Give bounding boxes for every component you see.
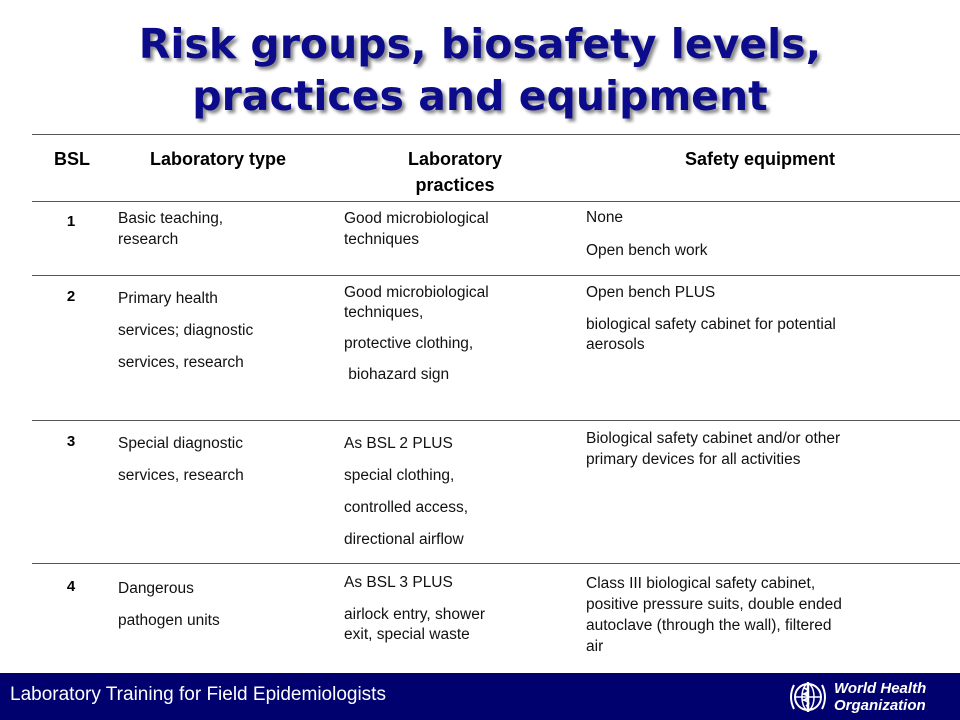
row-1-lab-type bbox=[118, 208, 338, 250]
row-1-practices-line: techniques bbox=[344, 231, 419, 248]
row-4-bsl: 4 bbox=[66, 578, 76, 595]
row-3-lab-type-line: Special diagnostic bbox=[118, 435, 243, 452]
table-top-rule bbox=[32, 134, 960, 135]
row-3-practices-line: As BSL 2 PLUS bbox=[344, 435, 453, 452]
row-3-lab-type-line: services, research bbox=[118, 467, 244, 484]
row-2-practices-line: Good microbiological bbox=[344, 284, 489, 301]
row-4-lab-type-line: pathogen units bbox=[118, 612, 220, 629]
row-2-bottom-rule bbox=[32, 420, 960, 421]
row-1-practices-line: Good microbiological bbox=[344, 210, 489, 227]
row-4-equipment-line: positive pressure suits, double ended bbox=[586, 596, 842, 613]
row-4-equipment bbox=[586, 573, 951, 657]
footer-text: Laboratory Training for Field Epidemiologists bbox=[10, 684, 386, 705]
row-1-lab-type-line: research bbox=[118, 231, 179, 248]
row-3-lab-type bbox=[118, 428, 338, 492]
row-3-equipment bbox=[586, 428, 946, 470]
row-1-bottom-rule bbox=[32, 275, 960, 276]
row-2-equipment bbox=[586, 283, 946, 355]
row-2-practices-line: protective clothing, bbox=[344, 335, 474, 352]
row-3-practices-line: controlled access, bbox=[344, 499, 469, 516]
header-lab-type: Laboratory type bbox=[149, 149, 287, 169]
row-4-equipment-line: air bbox=[586, 638, 604, 655]
header-bottom-rule bbox=[32, 201, 960, 202]
header-equipment: Safety equipment bbox=[684, 149, 836, 169]
row-4-practices-line: As BSL 3 PLUS bbox=[344, 574, 453, 591]
row-3-practices bbox=[344, 428, 574, 556]
row-3-equipment-line: Biological safety cabinet and/or other bbox=[586, 430, 841, 447]
row-3-bsl: 3 bbox=[66, 433, 76, 450]
row-2-lab-type-line: services; diagnostic bbox=[118, 322, 254, 339]
row-1-practices bbox=[344, 208, 574, 250]
footer-bar bbox=[0, 673, 960, 720]
row-4-equipment-line: Class III biological safety cabinet, bbox=[586, 575, 816, 592]
header-bsl: BSL bbox=[54, 149, 90, 169]
row-3-practices-line: directional airflow bbox=[344, 531, 464, 548]
slide-title bbox=[0, 18, 960, 122]
row-3-bottom-rule bbox=[32, 563, 960, 564]
row-4-practices-line: airlock entry, shower bbox=[344, 606, 485, 623]
row-1-equipment bbox=[586, 208, 946, 261]
row-1-lab-type-line: Basic teaching, bbox=[118, 210, 224, 227]
row-2-equipment-line: Open bench PLUS bbox=[586, 284, 716, 301]
row-2-lab-type-line: Primary health bbox=[118, 290, 218, 307]
who-logo-line-1: World Health bbox=[834, 680, 927, 697]
who-emblem-icon bbox=[786, 677, 830, 717]
row-2-equipment-line: biological safety cabinet for potential bbox=[586, 316, 836, 333]
slide-title-line-2: practices and equipment bbox=[192, 72, 768, 120]
who-logo-line-2: Organization bbox=[834, 697, 926, 714]
row-4-equipment-line: autoclave (through the wall), filtered bbox=[586, 617, 832, 634]
who-logo bbox=[786, 677, 956, 717]
row-2-practices-line: techniques, bbox=[344, 304, 424, 321]
row-4-lab-type bbox=[118, 573, 338, 637]
row-2-equipment-line: aerosols bbox=[586, 336, 645, 353]
row-2-lab-type bbox=[118, 283, 338, 379]
row-2-practices-line: biohazard sign bbox=[344, 366, 450, 383]
row-2-lab-type-line: services, research bbox=[118, 354, 244, 371]
row-1-equipment-line: Open bench work bbox=[586, 242, 708, 259]
row-2-bsl: 2 bbox=[66, 288, 76, 305]
row-3-practices-line: special clothing, bbox=[344, 467, 455, 484]
row-1-bsl: 1 bbox=[66, 213, 76, 230]
header-practices-line-2: practices bbox=[415, 175, 495, 195]
row-4-lab-type-line: Dangerous bbox=[118, 580, 194, 597]
who-logo-text bbox=[834, 680, 926, 714]
header-practices bbox=[345, 146, 565, 198]
header-practices-line-1: Laboratory bbox=[407, 149, 503, 169]
row-4-practices-line: exit, special waste bbox=[344, 626, 470, 643]
row-4-practices bbox=[344, 573, 574, 645]
row-1-equipment-line: None bbox=[586, 209, 624, 226]
slide-title-line-1: Risk groups, biosafety levels, bbox=[138, 20, 822, 68]
row-2-practices bbox=[344, 283, 574, 385]
row-3-equipment-line: primary devices for all activities bbox=[586, 451, 801, 468]
